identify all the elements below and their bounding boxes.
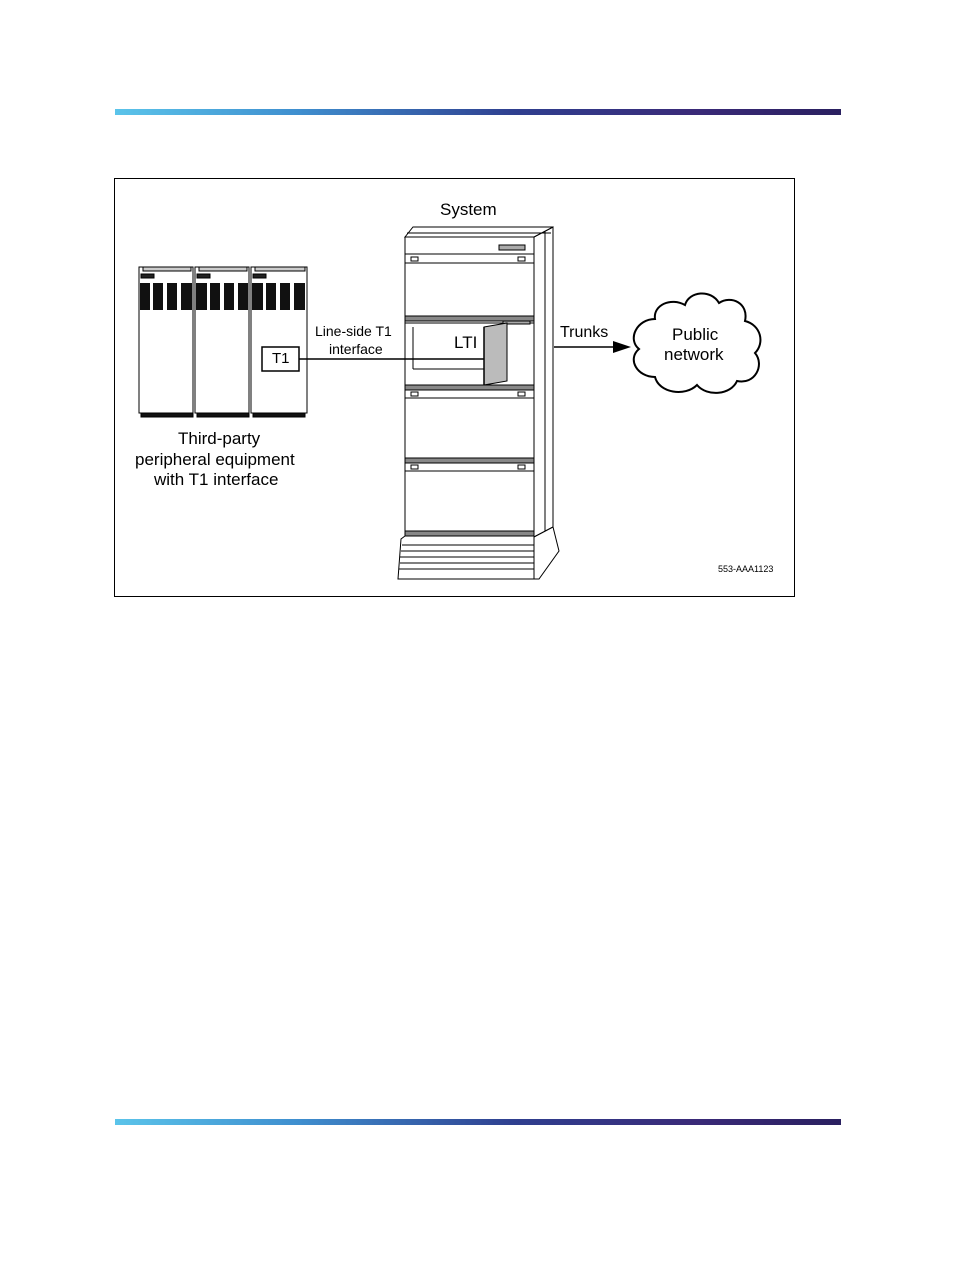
system-cabinet bbox=[398, 227, 559, 579]
lti-label: LTI bbox=[454, 333, 478, 352]
line-side-label: Line-side T1 bbox=[315, 323, 392, 339]
footer-rule bbox=[115, 1119, 841, 1125]
system-label: System bbox=[440, 200, 497, 219]
header-rule bbox=[115, 109, 841, 115]
network-label: network bbox=[664, 345, 724, 364]
figure-id-label: 553-AAA1123 bbox=[718, 564, 774, 574]
peripheral-label-2: peripheral equipment bbox=[135, 450, 295, 469]
network-diagram bbox=[115, 179, 796, 598]
interface-label: interface bbox=[329, 341, 383, 357]
module-2 bbox=[405, 321, 534, 385]
public-label: Public bbox=[672, 325, 719, 344]
peripheral-label-3: with T1 interface bbox=[154, 470, 279, 489]
figure-frame bbox=[114, 178, 795, 597]
module-3 bbox=[405, 390, 534, 460]
module-1 bbox=[405, 254, 534, 318]
lti-card bbox=[484, 323, 507, 385]
peripheral-label-1: Third-party bbox=[178, 429, 261, 448]
t1-label: T1 bbox=[272, 350, 290, 367]
trunks-label: Trunks bbox=[560, 324, 609, 341]
module-4 bbox=[405, 463, 534, 533]
peripheral-cabinets bbox=[139, 267, 307, 417]
trunks-arrowhead bbox=[613, 341, 631, 353]
